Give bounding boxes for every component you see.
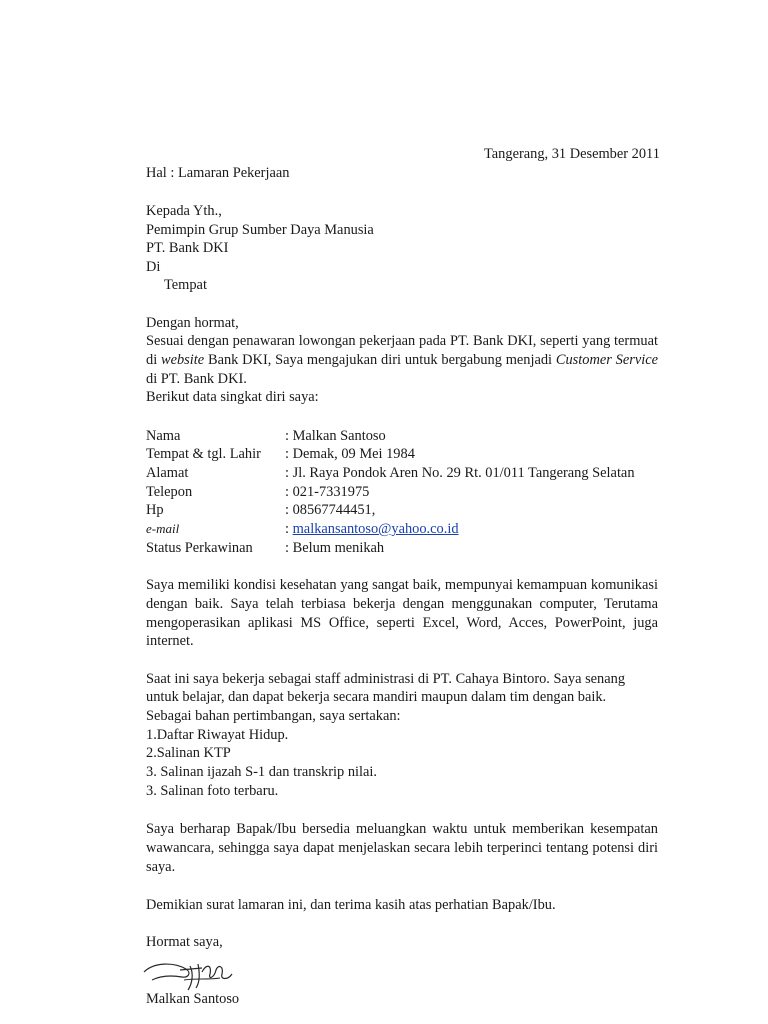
bio-birth-label: Tempat & tgl. Lahir [146,446,261,462]
attachment-item: 1.Daftar Riwayat Hidup. [146,727,289,743]
hope-paragraph [146,820,658,876]
greeting: Dengan hormat, [146,315,239,331]
attachment-item: 2.Salinan KTP [146,745,231,761]
recipient-line-3: PT. Bank DKI [146,240,229,256]
bio-name-label: Nama [146,428,181,444]
bio-address-value: : Jl. Raya Pondok Aren No. 29 Rt. 01/011 Tangerang Selatan [285,465,635,481]
health-line-3: mengoperasikan aplikasi MS Office, seperti Excel, Word, Acces, PowerPoint, juga [146,614,658,631]
bio-phone-label: Telepon [146,484,193,500]
recipient-line-1: Kepada Yth., [146,203,222,219]
intro-line-2: di website Bank DKI, Saya mengajukan diri untuk bergabung menjadi Customer Service [146,351,658,368]
bio-phone-value: : 021-7331975 [285,484,370,500]
website-term: website [161,351,205,368]
recipient-line-5: Tempat [164,277,207,293]
recipient-line-2: Pemimpin Grup Sumber Daya Manusia [146,222,374,238]
bio-birth-value: : Demak, 09 Mei 1984 [285,446,415,462]
bio-email-value-wrap: : malkansantoso@yahoo.co.id [285,521,459,537]
work-line-3: Sebagai bahan pertimbangan, saya sertakan: [146,708,401,724]
intro-paragraph [146,332,658,407]
health-line-2: dengan baik. Saya telah terbiasa bekerja dengan menggunakan computer, Terutama [146,595,658,612]
signature-image [140,950,240,995]
bio-address-label: Alamat [146,465,189,481]
intro-line-4: Berikut data singkat diri saya: [146,389,319,406]
bio-marital-label: Status Perkawinan [146,540,253,556]
place-date: Tangerang, 31 Desember 2011 [484,146,660,162]
email-link[interactable]: malkansantoso@yahoo.co.id [292,521,459,537]
attachment-item: 3. Salinan foto terbaru. [146,783,279,799]
intro-line-1: Sesuai dengan penawaran lowongan pekerjaan pada PT. Bank DKI, seperti yang termuat [146,333,658,349]
attachment-item: 3. Salinan ijazah S-1 dan transkrip nilai. [146,764,377,780]
closing-line: Demikian surat lamaran ini, dan terima kasih atas perhatian Bapak/Ibu. [146,897,556,913]
health-paragraph [146,576,658,651]
intro-line-3: di PT. Bank DKI. [146,370,247,387]
health-line-4: internet. [146,633,194,650]
health-line-1: Saya memiliki kondisi kesehatan yang sangat baik, mempunyai kemampuan komunikasi [146,577,658,593]
customer-service-term: Customer Service [555,351,658,368]
work-line-2: untuk belajar, dan dapat bekerja secara mandiri maupun dalam tim dengan baik. [146,689,607,705]
hope-line-1: Saya berharap Bapak/Ibu bersedia meluangkan waktu untuk memberikan kesempatan [146,821,658,837]
hope-line-3: saya. [146,858,176,875]
bio-mobile-value: : 08567744451, [285,502,376,518]
recipient-line-4: Di [146,259,161,275]
regards-line: Hormat saya, [146,934,223,950]
bio-marital-value: : Belum menikah [285,540,385,556]
bio-email-label: e-mail [146,521,180,536]
bio-mobile-label: Hp [146,502,164,518]
subject-line: Hal : Lamaran Pekerjaan [146,165,290,181]
bio-name-value: : Malkan Santoso [285,428,386,444]
work-line-1: Saat ini saya bekerja sebagai staff administrasi di PT. Cahaya Bintoro. Saya senang [146,671,626,687]
signer-name: Malkan Santoso [146,991,240,1007]
hope-line-2: wawancara, sehingga saya dapat menjelaskan secara lebih terperinci tentang potensi diri [146,839,658,856]
